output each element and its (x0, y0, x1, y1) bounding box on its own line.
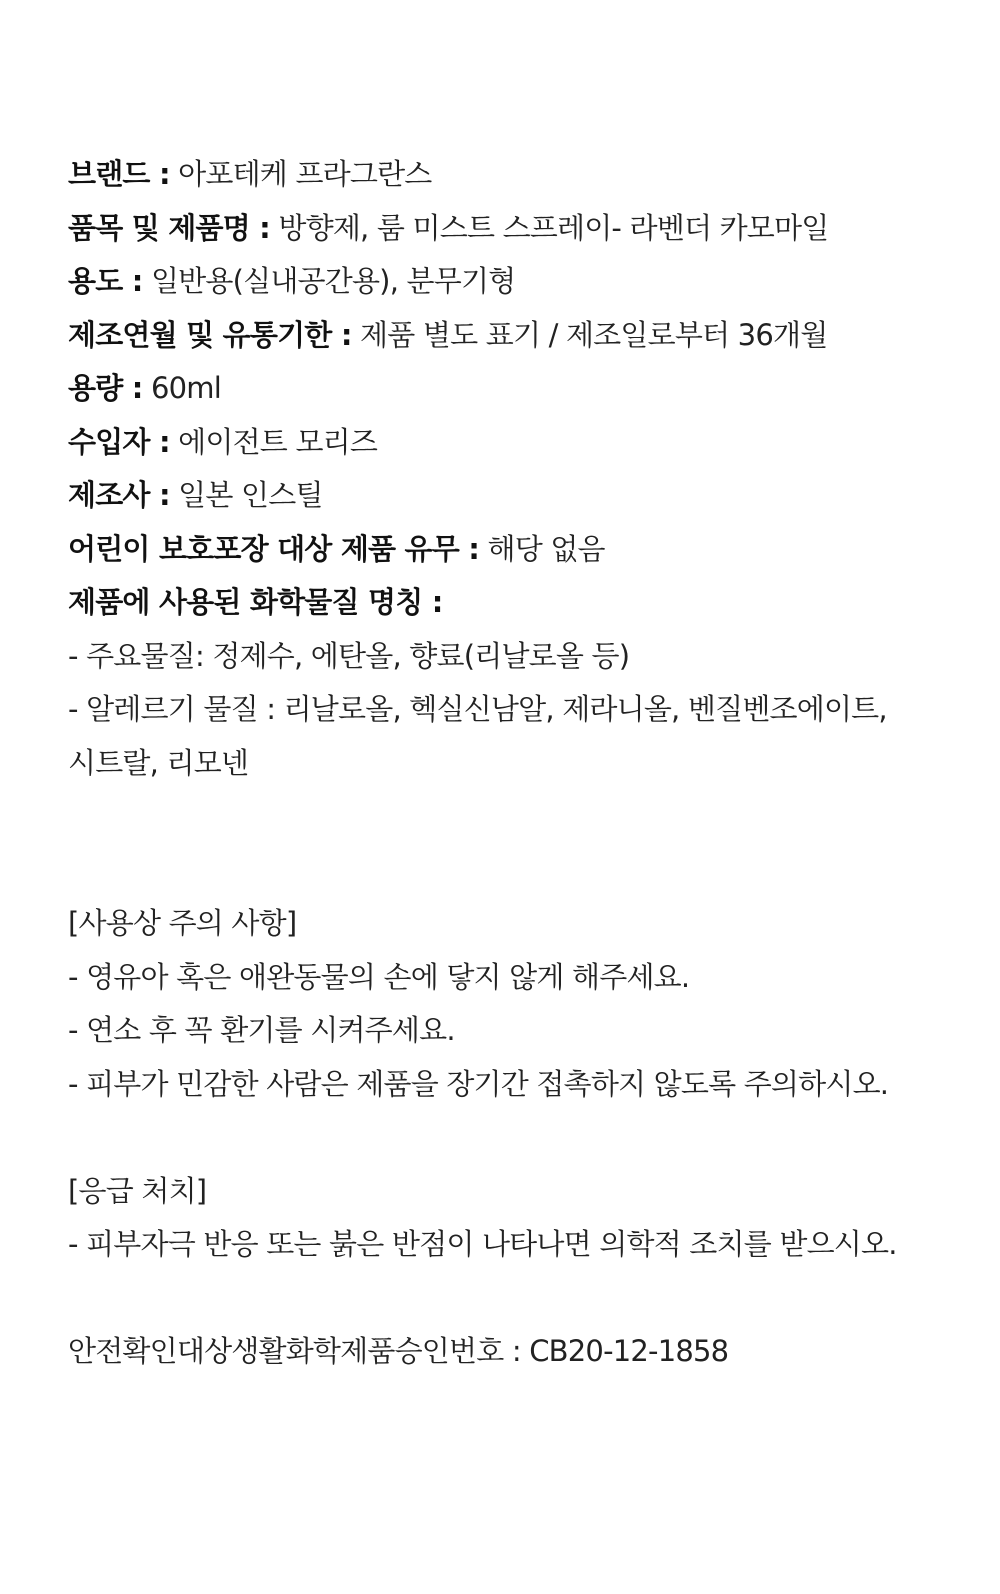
usage-row (68, 255, 948, 309)
allergen-line-1: - 알레르기 물질 : 리날로올, 헥실신남알, 제라니올, 벤질벤조에이트, (68, 692, 887, 726)
brand-label: 브랜드 : (68, 157, 170, 191)
manufacturer-row (68, 469, 948, 523)
caution-title: [사용상 주의 사항] (68, 906, 297, 940)
chemicals-row (68, 576, 948, 630)
brand-row (68, 148, 948, 202)
item-row (68, 202, 948, 256)
product-info-document (68, 148, 948, 1379)
child-packaging-row (68, 523, 948, 577)
main-substance: - 주요물질: 정제수, 에탄올, 향료(리날로올 등) (68, 638, 630, 673)
child-packaging-value: 해당 없음 (479, 531, 605, 566)
caution-item: - 영유아 혹은 애완동물의 손에 닿지 않게 해주세요. (68, 959, 690, 994)
child-packaging-label: 어린이 보호포장 대상 제품 유무 : (68, 531, 480, 566)
manufacturer-value: 일본 인스틸 (169, 478, 323, 512)
importer-value: 에이전트 모리즈 (169, 424, 378, 459)
spacer (68, 1272, 948, 1326)
item-value: 방향제, 룸 미스트 스프레이- 라벤더 카모마일 (269, 210, 829, 245)
manufacturer-label: 제조사 : (68, 478, 170, 512)
spacer (68, 790, 948, 897)
item-label: 품목 및 제품명 : (68, 210, 270, 245)
usage-value: 일반용(실내공간용), 분무기형 (142, 264, 516, 298)
capacity-label: 용량 : (68, 371, 143, 405)
first-aid-item: - 피부자극 반응 또는 붉은 반점이 나타나면 의학적 조치를 받으시오. (68, 1227, 897, 1261)
spacer (68, 1111, 948, 1165)
capacity-value: 60ml (142, 371, 221, 405)
first-aid-title: [응급 처치] (68, 1173, 207, 1208)
manufacture-date-value: 제품 별도 표기 / 제조일로부터 36개월 (351, 317, 828, 352)
manufacture-date-row (68, 309, 948, 363)
allergen-line-2: 시트랄, 리모넨 (68, 745, 249, 780)
chemicals-label: 제품에 사용된 화학물질 명칭 : (68, 585, 443, 619)
importer-label: 수입자 : (68, 424, 170, 459)
capacity-row (68, 362, 948, 416)
approval-number: 안전확인대상생활화학제품승인번호 : CB20-12-1858 (68, 1334, 729, 1368)
caution-item: - 피부가 민감한 사람은 제품을 장기간 접촉하지 않도록 주의하시오. (68, 1066, 889, 1101)
manufacture-date-label: 제조연월 및 유통기한 : (68, 317, 352, 352)
importer-row (68, 416, 948, 470)
caution-item: - 연소 후 꼭 환기를 시켜주세요. (68, 1013, 455, 1047)
brand-value: 아포테케 프라그란스 (169, 157, 432, 191)
usage-label: 용도 : (68, 264, 143, 298)
